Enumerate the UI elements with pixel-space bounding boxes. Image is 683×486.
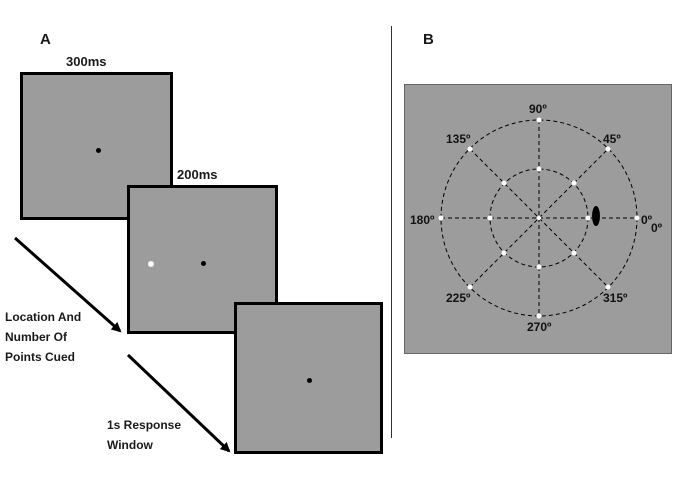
response-caption-line-1: 1s Response xyxy=(107,418,182,432)
polar-grid xyxy=(405,85,673,355)
angle-label-315: 315º xyxy=(603,291,628,305)
angle-label-45: 45º xyxy=(603,132,621,146)
polar-grid-panel xyxy=(404,84,672,354)
outer-point-315 xyxy=(606,285,611,290)
inner-point-0 xyxy=(586,216,591,221)
cue-caption-line-1: Location And xyxy=(5,310,82,324)
angle-label-0: 0º xyxy=(641,213,653,227)
angle-label-270: 270º xyxy=(527,320,552,334)
inner-point-90 xyxy=(537,167,542,172)
inner-point-225 xyxy=(502,251,507,256)
angle-label-0-second: 0º xyxy=(651,221,663,235)
inner-point-315 xyxy=(572,251,577,256)
cue-caption xyxy=(5,307,81,367)
panel-a-label: A xyxy=(40,31,51,48)
duration-label-200ms: 200ms xyxy=(177,167,218,182)
inner-point-180 xyxy=(488,216,493,221)
panel-divider xyxy=(391,26,392,438)
angle-label-225: 225º xyxy=(446,291,471,305)
response-caption xyxy=(107,415,181,455)
panel-b-label: B xyxy=(423,31,434,48)
inner-point-45 xyxy=(572,181,577,186)
outer-point-0 xyxy=(635,216,640,221)
outer-point-225 xyxy=(468,285,473,290)
cue-caption-line-2: Number Of xyxy=(5,330,68,344)
inner-point-270 xyxy=(537,265,542,270)
angle-label-135: 135º xyxy=(446,132,471,146)
outer-point-180 xyxy=(439,216,444,221)
target-ellipse xyxy=(592,206,600,226)
outer-point-135 xyxy=(468,147,473,152)
outer-point-45 xyxy=(606,147,611,152)
center-point xyxy=(537,216,541,220)
cue-caption-line-3: Points Cued xyxy=(5,350,76,364)
outer-point-90 xyxy=(537,118,542,123)
angle-label-90: 90º xyxy=(529,102,547,116)
duration-label-300ms: 300ms xyxy=(66,54,107,69)
outer-point-270 xyxy=(537,314,542,319)
response-caption-line-2: Window xyxy=(107,438,153,452)
inner-point-135 xyxy=(502,181,507,186)
angle-label-180: 180º xyxy=(410,213,435,227)
